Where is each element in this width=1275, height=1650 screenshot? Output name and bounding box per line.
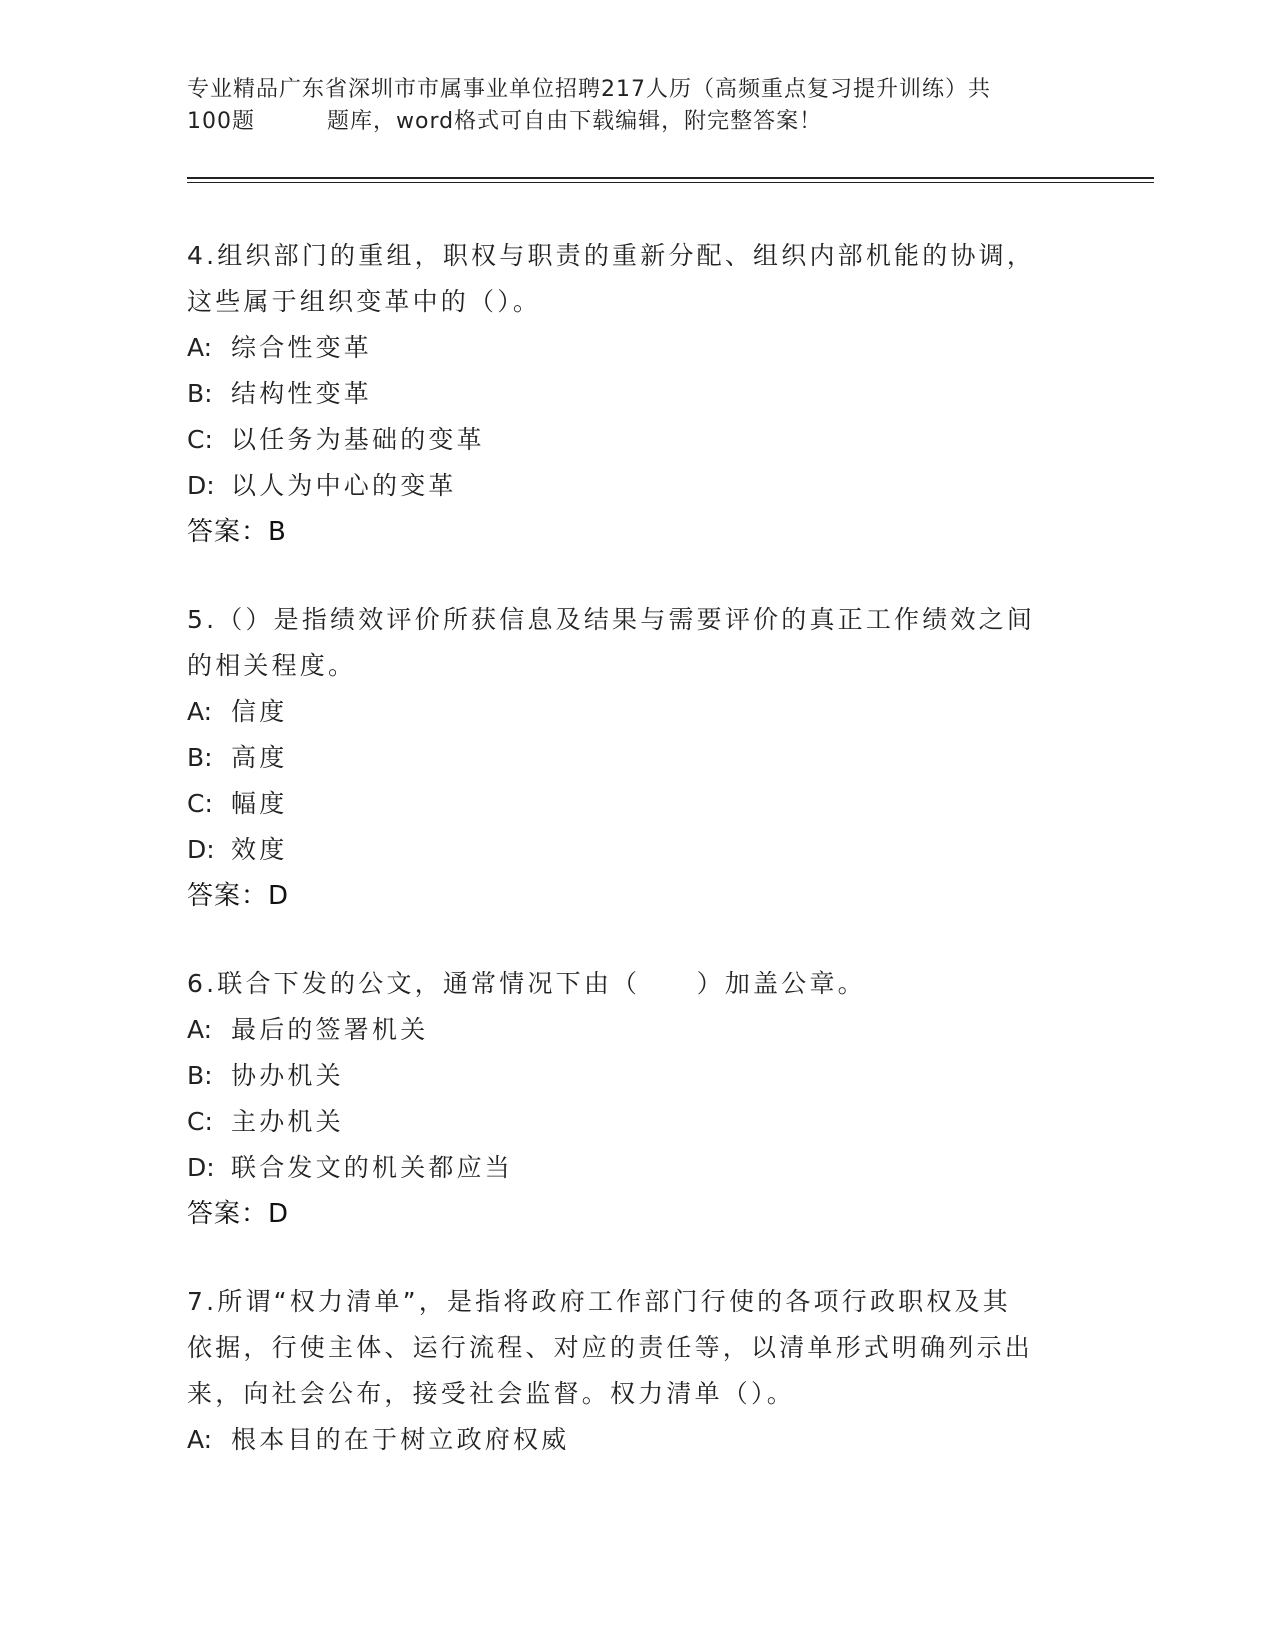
question-text: 依据，行使主体、运行流程、对应的责任等，以清单形式明确列示出 — [187, 1333, 1034, 1362]
option-text: 以任务为基础的变革 — [231, 425, 485, 454]
header-line-1: 专业精品广东省深圳市市属事业单位招聘217人历（高频重点复习提升训练）共 — [187, 77, 991, 102]
question-list — [187, 233, 1067, 1505]
header-description: 题库，word格式可自由下载编辑，附完整答案！ — [327, 109, 823, 134]
option-text: 信度 — [231, 697, 288, 726]
question-text: 的相关程度。 — [187, 651, 357, 680]
header-divider-thick — [187, 177, 1154, 179]
option-a — [187, 1417, 1067, 1463]
option-letter: D: — [187, 471, 215, 500]
option-c — [187, 1099, 1067, 1145]
option-letter: A: — [187, 1425, 213, 1454]
answer-line: 答案：B — [187, 517, 287, 547]
option-text: 高度 — [231, 743, 288, 772]
option-b — [187, 1053, 1067, 1099]
option-a — [187, 325, 1067, 371]
option-letter: C: — [187, 1107, 213, 1136]
option-text: 幅度 — [231, 789, 288, 818]
option-text: 综合性变革 — [231, 333, 373, 362]
question-text: 4.组织部门的重组，职权与职责的重新分配、组织内部机能的协调， — [187, 241, 1036, 270]
option-b — [187, 735, 1067, 781]
option-text: 结构性变革 — [231, 379, 373, 408]
option-text: 以人为中心的变革 — [231, 471, 457, 500]
option-letter: C: — [187, 789, 213, 818]
option-letter: B: — [187, 1061, 213, 1090]
option-letter: A: — [187, 1015, 213, 1044]
option-a — [187, 689, 1067, 735]
option-letter: B: — [187, 743, 213, 772]
option-d — [187, 1145, 1067, 1191]
question-7 — [187, 1279, 1067, 1463]
option-letter: D: — [187, 1153, 215, 1182]
option-letter: A: — [187, 697, 213, 726]
question-6 — [187, 961, 1067, 1237]
option-a — [187, 1007, 1067, 1053]
option-letter: D: — [187, 835, 215, 864]
question-4 — [187, 233, 1067, 555]
question-text: 来，向社会公布，接受社会监督。权力清单（）。 — [187, 1379, 795, 1408]
header-line-2 — [187, 106, 1067, 138]
option-text: 协办机关 — [231, 1061, 344, 1090]
question-text: 7.所谓“权力清单”，是指将政府工作部门行使的各项行政职权及其 — [187, 1287, 1011, 1316]
question-5 — [187, 597, 1067, 919]
option-text: 根本目的在于树立政府权威 — [231, 1425, 570, 1454]
document-header — [187, 74, 1067, 138]
question-text: 5.（）是指绩效评价所获信息及结果与需要评价的真正工作绩效之间 — [187, 605, 1036, 634]
option-c — [187, 781, 1067, 827]
option-d — [187, 827, 1067, 873]
option-b — [187, 371, 1067, 417]
option-text: 最后的签署机关 — [231, 1015, 429, 1044]
option-text: 效度 — [231, 835, 288, 864]
option-text: 联合发文的机关都应当 — [231, 1153, 514, 1182]
option-letter: A: — [187, 333, 213, 362]
header-divider-thin — [187, 182, 1154, 183]
answer-line: 答案：D — [187, 1199, 290, 1229]
header-question-count: 100题 — [187, 109, 255, 134]
answer-line: 答案：D — [187, 881, 290, 911]
question-text: 这些属于组织变革中的（）。 — [187, 287, 542, 316]
option-text: 主办机关 — [231, 1107, 344, 1136]
question-text: 6.联合下发的公文，通常情况下由（ ）加盖公章。 — [187, 969, 866, 998]
option-c — [187, 417, 1067, 463]
option-letter: B: — [187, 379, 213, 408]
option-d — [187, 463, 1067, 509]
option-letter: C: — [187, 425, 213, 454]
